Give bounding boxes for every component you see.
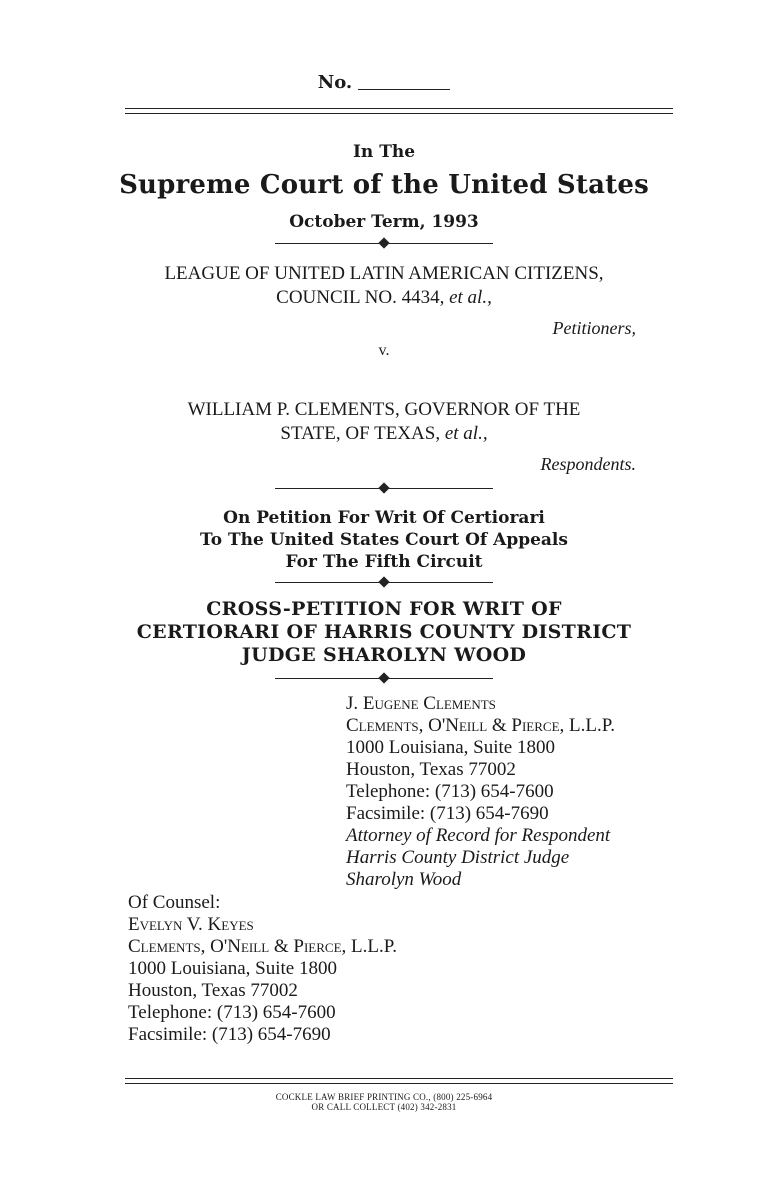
attorney-address1: 1000 Louisiana, Suite 1800 xyxy=(346,737,555,758)
petitioners-role: Petitioners, xyxy=(552,318,636,338)
counsel-name: Evelyn V. Keyes xyxy=(128,914,254,935)
attorney-name: J. Eugene Clements xyxy=(346,693,496,714)
counsel-facsimile: Facsimile: (713) 654-7690 xyxy=(128,1024,331,1045)
printer-line1: COCKLE LAW BRIEF PRINTING CO., (800) 225-6964 xyxy=(275,1092,493,1102)
petitioner-name-line1: LEAGUE OF UNITED LATIN AMERICAN CITIZENS, xyxy=(164,263,604,284)
petition-line3: For The Fifth Circuit xyxy=(285,552,483,572)
cross-petition-line1: CROSS-PETITION FOR WRIT OF xyxy=(206,598,562,620)
petition-line2: To The United States Court Of Appeals xyxy=(200,530,568,550)
court-term: October Term, 1993 xyxy=(289,212,479,232)
attorney-of-record-block xyxy=(346,693,686,891)
counsel-telephone: Telephone: (713) 654-7600 xyxy=(128,1002,336,1023)
of-counsel-block xyxy=(128,892,488,1046)
respondent-et-al: et al., xyxy=(444,423,488,444)
attorney-firm: Clements, O'Neill & Pierce, L.L.P. xyxy=(346,715,615,736)
petitioner-council: COUNCIL NO. 4434, xyxy=(276,287,450,308)
printer-line2: OR CALL COLLECT (402) 342-2831 xyxy=(311,1102,457,1112)
of-counsel-label: Of Counsel: xyxy=(128,892,221,913)
separator-ornament xyxy=(0,672,768,684)
docket-blank-line xyxy=(358,89,450,90)
respondent-state: STATE, OF TEXAS, xyxy=(280,423,445,444)
separator-ornament xyxy=(0,576,768,588)
separator-ornament xyxy=(0,237,768,249)
diamond-icon xyxy=(378,237,389,248)
respondents-role: Respondents. xyxy=(540,454,636,474)
counsel-address2: Houston, Texas 77002 xyxy=(128,980,298,1001)
cross-petition-line3: JUDGE SHAROLYN WOOD xyxy=(241,644,527,666)
counsel-firm: Clements, O'Neill & Pierce, L.L.P. xyxy=(128,936,397,957)
petitioner-name-line2 xyxy=(0,287,768,309)
docket-number xyxy=(0,72,768,93)
docket-label: No. xyxy=(317,72,353,93)
in-the-heading: In The xyxy=(352,142,416,162)
cross-petition-line2: CERTIORARI OF HARRIS COUNTY DISTRICT xyxy=(136,621,632,643)
top-double-rule xyxy=(125,108,673,114)
attorney-address2: Houston, Texas 77002 xyxy=(346,759,516,780)
diamond-icon xyxy=(378,576,389,587)
respondent-name-line2 xyxy=(0,423,768,445)
bottom-double-rule xyxy=(125,1078,673,1084)
court-name: Supreme Court of the United States xyxy=(119,170,649,200)
attorney-role-line1: Attorney of Record for Respondent xyxy=(346,825,611,846)
respondent-name-line1: WILLIAM P. CLEMENTS, GOVERNOR OF THE xyxy=(187,399,581,420)
attorney-role-line2: Harris County District Judge xyxy=(346,847,570,868)
diamond-icon xyxy=(378,672,389,683)
printer-footer xyxy=(0,1092,768,1112)
attorney-telephone: Telephone: (713) 654-7600 xyxy=(346,781,554,802)
petitioner-et-al: et al., xyxy=(449,287,492,308)
diamond-icon xyxy=(378,482,389,493)
versus: v. xyxy=(378,342,390,359)
petition-line1: On Petition For Writ Of Certiorari xyxy=(223,508,545,528)
separator-ornament xyxy=(0,482,768,494)
counsel-address1: 1000 Louisiana, Suite 1800 xyxy=(128,958,337,979)
attorney-role-line3: Sharolyn Wood xyxy=(346,869,462,890)
attorney-facsimile: Facsimile: (713) 654-7690 xyxy=(346,803,549,824)
